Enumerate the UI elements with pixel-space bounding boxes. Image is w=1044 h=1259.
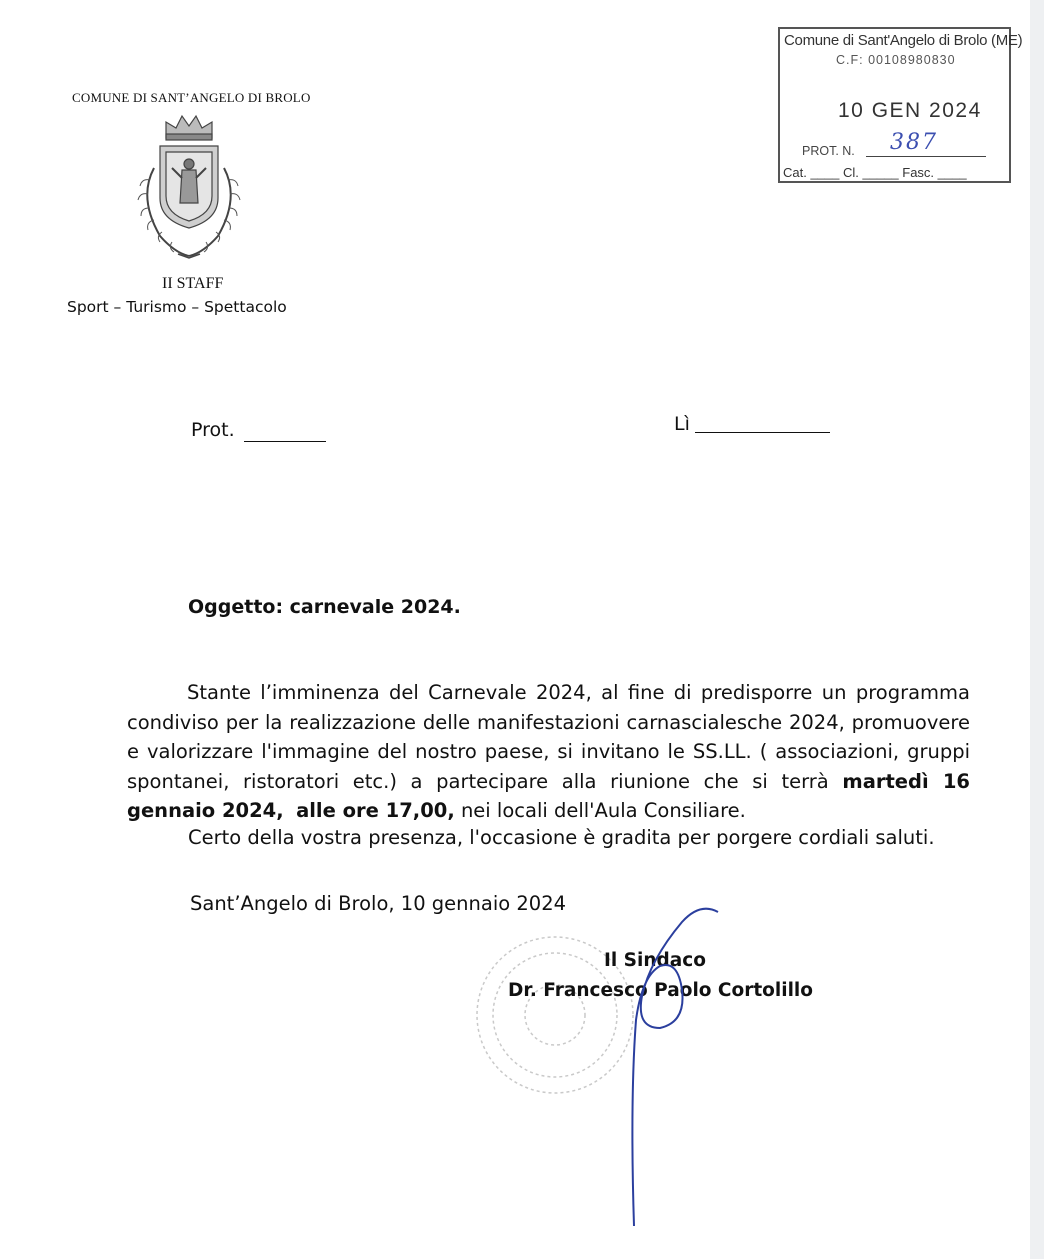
place-and-date: Sant’Angelo di Brolo, 10 gennaio 2024 bbox=[190, 892, 567, 915]
municipal-crest-emblem bbox=[130, 108, 248, 266]
letterhead-department: Sport – Turismo – Spettacolo bbox=[67, 298, 287, 316]
letterhead-staff: II STAFF bbox=[162, 275, 224, 292]
handwritten-signature bbox=[590, 900, 730, 1230]
subject-line: Oggetto: carnevale 2024. bbox=[188, 596, 461, 618]
body-paragraph-start: Stante l’imminenza del Carnevale 2024, al fine di predisporre un programma condiviso per la realizzazione delle manifestazioni carnascialesche 2024, promuovere e valorizzare l'immagine del nostro paese, si invitano le SS.LL. ( associazioni, gruppi spontanei, ristoratori etc.) a partecipare alla riunione che si terrà bbox=[127, 681, 970, 793]
li-blank-line bbox=[695, 432, 830, 433]
meeting-date: martedì 16 gennaio 2024, bbox=[127, 769, 970, 822]
li-label: Lì bbox=[674, 413, 690, 435]
letterhead-comune: COMUNE DI SANT’ANGELO DI BROLO bbox=[72, 90, 311, 105]
prot-label: Prot. bbox=[191, 419, 235, 441]
letter-body bbox=[127, 678, 970, 826]
stamp-prot-number: 387 bbox=[890, 130, 938, 155]
stamp-title: Comune di Sant'Angelo di Brolo (ME) bbox=[784, 32, 1023, 49]
stamp-classification-line: Cat. ____ Cl. _____ Fasc. ____ bbox=[783, 165, 967, 180]
signatory-name: Dr. Francesco Paolo Cortolillo bbox=[508, 980, 813, 1001]
stamp-prot-line bbox=[866, 156, 986, 157]
stamp-date: 10 GEN 2024 bbox=[838, 99, 982, 122]
page-edge bbox=[1030, 0, 1044, 1259]
protocol-stamp bbox=[778, 27, 1023, 183]
meeting-time: alle ore 17,00, bbox=[296, 799, 455, 822]
closing-line: Certo della vostra presenza, l'occasione è gradita per porgere cordiali saluti. bbox=[188, 826, 935, 849]
stamp-tax-code: C.F: 00108980830 bbox=[836, 53, 956, 67]
stamp-prot-label: PROT. N. bbox=[802, 144, 855, 158]
prot-blank-line bbox=[244, 441, 326, 442]
body-paragraph-end: nei locali dell'Aula Consiliare. bbox=[454, 799, 746, 822]
signatory-title: Il Sindaco bbox=[604, 950, 706, 971]
